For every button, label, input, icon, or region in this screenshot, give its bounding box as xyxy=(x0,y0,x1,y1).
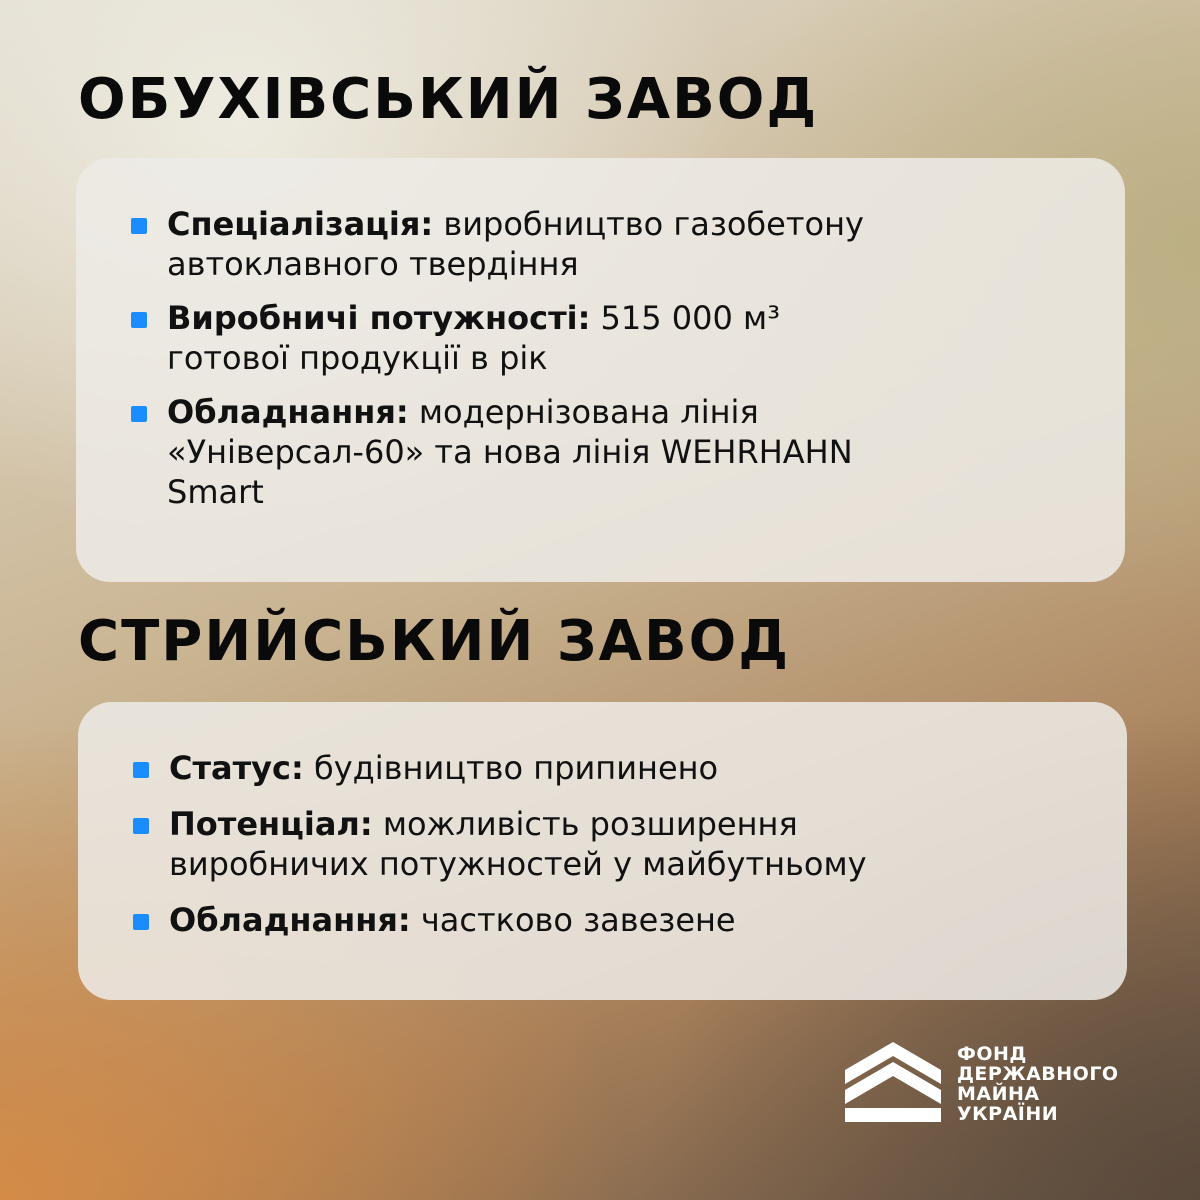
logo-wordmark xyxy=(957,1044,1119,1124)
item-text-cont: готової продукції в рік xyxy=(167,339,548,377)
item-label: Виробничі потужності: xyxy=(167,299,591,337)
list-item-equipment xyxy=(131,392,1085,512)
logo-line: ФОНД xyxy=(957,1043,1027,1065)
bullet-icon xyxy=(133,818,149,834)
item-text: частково завезене xyxy=(410,901,736,939)
item-text-cont: автоклавного твердіння xyxy=(167,245,579,283)
bullet-icon xyxy=(131,312,147,328)
logo-line: МАЙНА xyxy=(957,1083,1040,1105)
info-card-stryi xyxy=(78,702,1127,1000)
house-chevrons-icon xyxy=(845,1040,945,1122)
bullet-icon xyxy=(133,762,149,778)
item-label: Обладнання: xyxy=(167,393,409,431)
item-text-cont: «Універсал-60» та нова лінія WEHRHAHN xyxy=(167,433,853,471)
bullet-icon xyxy=(133,914,149,930)
bullet-icon xyxy=(131,218,147,234)
item-label: Статус: xyxy=(169,749,304,787)
item-label: Обладнання: xyxy=(169,901,411,939)
logo-line: ДЕРЖАВНОГО xyxy=(957,1063,1119,1085)
section-title-stryi: СТРИЙСЬКИЙ ЗАВОД xyxy=(78,609,791,674)
item-text: можливість розширення xyxy=(372,805,798,843)
list-item-specialization xyxy=(131,204,1085,284)
list-item-equipment xyxy=(133,900,1087,940)
item-label: Потенціал: xyxy=(169,805,373,843)
item-text: будівництво припинено xyxy=(303,749,719,787)
list-item-capacity xyxy=(131,298,1085,378)
logo-line: УКРАЇНИ xyxy=(957,1103,1059,1125)
state-property-fund-logo xyxy=(845,1040,1145,1130)
item-text: модернізована лінія xyxy=(408,393,759,431)
item-text-cont: Smart xyxy=(167,473,264,511)
section-title-obukhiv: ОБУХІВСЬКИЙ ЗАВОД xyxy=(78,67,819,132)
item-text-cont: виробничих потужностей у майбутньому xyxy=(169,845,867,883)
item-label: Спеціалізація: xyxy=(167,205,434,243)
bullet-icon xyxy=(131,406,147,422)
item-text: виробництво газобетону xyxy=(433,205,864,243)
info-card-obukhiv xyxy=(76,158,1125,582)
list-item-status xyxy=(133,748,1087,788)
item-text: 515 000 м³ xyxy=(590,299,781,337)
list-item-potential xyxy=(133,804,1087,884)
